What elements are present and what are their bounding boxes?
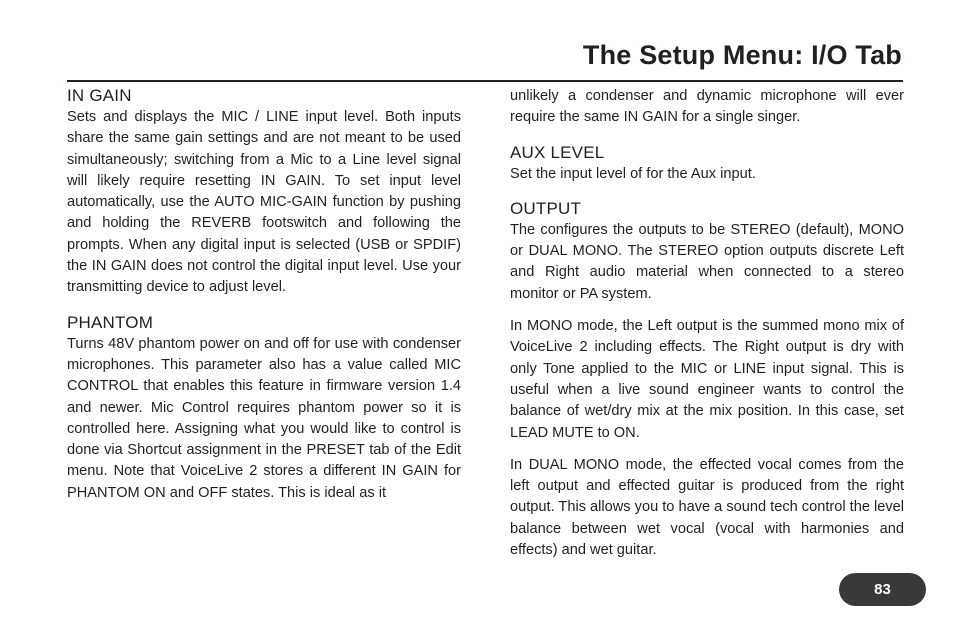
- section-heading-in-gain: IN GAIN: [67, 86, 132, 105]
- aux-level-paragraph: Set the input level of for the Aux input.: [510, 165, 756, 182]
- section-heading-output: OUTPUT: [510, 198, 582, 218]
- continuation-paragraph: unlikely a condenser and dynamic microphone will ever require the same IN GAIN for a single singer.: [510, 88, 904, 126]
- section-heading-aux-level: AUX LEVEL: [510, 142, 605, 162]
- page-number-badge: 83: [839, 573, 926, 606]
- page-title: The Setup Menu: I/O Tab: [582, 40, 902, 70]
- output-paragraph-stereo: The configures the outputs to be STEREO (default), MONO or DUAL MONO. The STEREO option outputs discrete Left and Right audio material when connected to a stereo monitor or PA system.: [510, 221, 904, 302]
- output-paragraph-mono: In MONO mode, the Left output is the summed mono mix of VoiceLive 2 including effects. The Right output is dry with only Tone applied to the MIC or LINE input signal. This is useful when a live sound engineer wants to control the balance of wet/dry mix at the mix position. In this case, set LEAD MUTE to ON.: [510, 318, 904, 441]
- right-column: [510, 86, 904, 561]
- header-rule: [67, 80, 903, 82]
- left-column: [67, 86, 461, 504]
- in-gain-paragraph: Sets and displays the MIC / LINE input level. Both inputs share the same gain settings and are not meant to be used simultaneously; switching from a Mic to a Line level signal will likely require resetting IN GAIN. To set input level automatically, use the AUTO MIC-GAIN function by pushing and holding the REVERB footswitch and following the prompts. When any digital input is selected (USB or SPDIF) the IN GAIN does not control the digital input level. Use your transmitting device to adjust level.: [67, 109, 461, 296]
- section-heading-phantom: PHANTOM: [67, 312, 154, 332]
- output-paragraph-dual-mono: In DUAL MONO mode, the effected vocal comes from the left output and effected guitar is produced from the right output. This allows you to have a sound tech control the level balance between wet vocal (vocal with harmonies and effects) and wet guitar.: [510, 456, 905, 559]
- phantom-paragraph: Turns 48V phantom power on and off for use with condenser microphones. This parameter also has a value called MIC CONTROL that enables this feature in firmware version 1.4 and newer. Mic Control requires phantom power so it is controlled here. Assigning what you would like to control is done via Shortcut assignment in the PRESET tab of the Edit menu. Note that VoiceLive 2 stores a different IN GAIN for PHANTOM ON and OFF states. This is ideal as it: [67, 335, 461, 501]
